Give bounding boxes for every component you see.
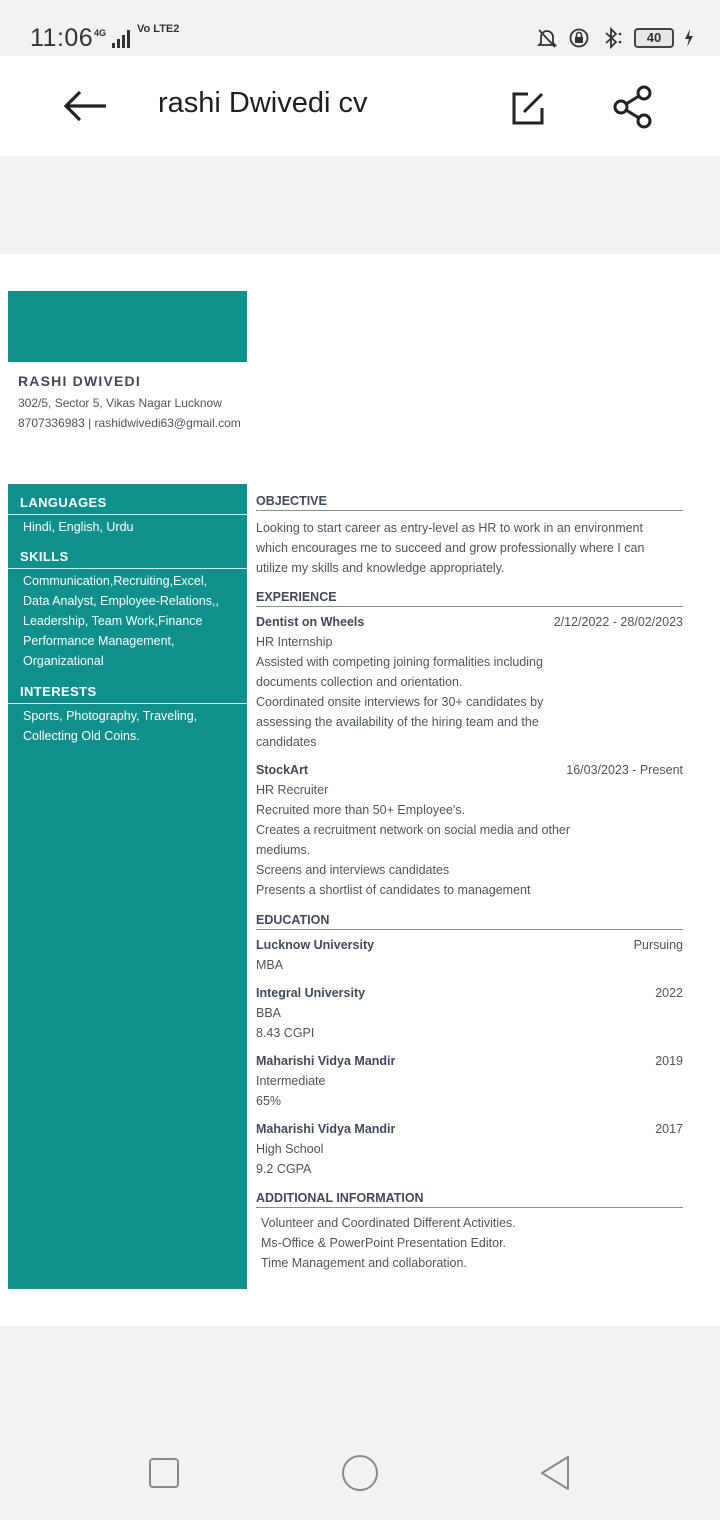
cv-address: 302/5, Sector 5, Vikas Nagar Lucknow xyxy=(18,396,222,410)
experience-heading: EXPERIENCE xyxy=(256,590,683,607)
job-company: StockArt xyxy=(256,763,309,777)
header-accent-band xyxy=(8,291,247,362)
cv-document[interactable] xyxy=(0,254,720,1326)
signal-icon xyxy=(112,30,130,48)
job-line: Coordinated onsite interviews for 30+ candidates by xyxy=(256,695,544,709)
interests-text xyxy=(23,706,238,746)
edu-year: 2017 xyxy=(655,1122,683,1136)
status-icons xyxy=(536,26,694,50)
back-button[interactable] xyxy=(56,84,112,128)
objective-heading: OBJECTIVE xyxy=(256,494,683,511)
interests-heading: INTERESTS xyxy=(20,684,97,699)
edu-school: Maharishi Vidya Mandir xyxy=(256,1122,396,1136)
job-line: documents collection and orientation. xyxy=(256,675,463,689)
edu-school: Integral University xyxy=(256,986,366,1000)
divider xyxy=(8,568,247,569)
edu-year: Pursuing xyxy=(633,938,683,952)
objective-line: Looking to start career as entry-level as HR to work in an environment xyxy=(256,521,643,535)
volte-indicator: Vo LTE2 xyxy=(137,23,180,35)
edu-line: Intermediate xyxy=(256,1074,326,1088)
mute-icon xyxy=(536,27,558,49)
job-line: assessing the availability of the hiring team and the xyxy=(256,715,539,729)
divider xyxy=(8,514,247,515)
divider xyxy=(8,703,247,704)
additional-line: Volunteer and Coordinated Different Activities. xyxy=(261,1216,516,1230)
edu-line: High School xyxy=(256,1142,324,1156)
cv-contact: 8707336983 | rashidwivedi63@gmail.com xyxy=(18,416,241,430)
cv-sidebar xyxy=(8,484,247,1289)
skills-heading: SKILLS xyxy=(20,549,69,564)
edu-school: Maharishi Vidya Mandir xyxy=(256,1054,396,1068)
job-dates: 2/12/2022 - 28/02/2023 xyxy=(553,615,683,629)
job-line: HR Internship xyxy=(256,635,333,649)
objective-line: which encourages me to succeed and grow professionally where I can xyxy=(256,541,645,555)
skills-text xyxy=(23,571,238,671)
skills-line: Performance Management, xyxy=(23,634,175,648)
share-icon xyxy=(608,82,658,132)
back-arrow-icon xyxy=(56,84,112,128)
status-time: 11:06 xyxy=(30,24,94,52)
system-nav-bar xyxy=(0,1424,720,1520)
charging-icon xyxy=(684,28,694,48)
skills-line: Leadership, Team Work,Finance xyxy=(23,614,203,628)
additional-line: Ms-Office & PowerPoint Presentation Editor. xyxy=(261,1236,507,1250)
recent-apps-button[interactable] xyxy=(144,1454,184,1494)
job-company: Dentist on Wheels xyxy=(256,615,365,629)
job-line: Creates a recruitment network on social media and other xyxy=(256,823,571,837)
home-button[interactable] xyxy=(340,1454,380,1494)
job-line: candidates xyxy=(256,735,317,749)
edu-line: MBA xyxy=(256,958,284,972)
job-dates: 16/03/2023 - Present xyxy=(566,763,683,777)
job-line: Recruited more than 50+ Employee's. xyxy=(256,803,466,817)
home-icon xyxy=(340,1454,380,1494)
job-line: Assisted with competing joining formalities including xyxy=(256,655,543,669)
battery-icon: 40 xyxy=(634,28,674,48)
interests-line: Sports, Photography, Traveling, xyxy=(23,709,198,723)
additional-info-heading: ADDITIONAL INFORMATION xyxy=(256,1191,683,1208)
skills-line: Data Analyst, Employee-Relations,, xyxy=(23,594,219,608)
job-line: mediums. xyxy=(256,843,311,857)
additional-line: Time Management and collaboration. xyxy=(261,1256,467,1270)
edu-school: Lucknow University xyxy=(256,938,375,952)
objective-line: utilize my skills and knowledge appropriately. xyxy=(256,561,505,575)
edit-icon xyxy=(506,86,550,130)
recent-apps-icon xyxy=(144,1454,184,1494)
cv-name: RASHI DWIVEDI xyxy=(18,373,141,389)
edu-year: 2022 xyxy=(655,986,683,1000)
vpn-lock-icon xyxy=(568,27,590,49)
edu-line: BBA xyxy=(256,1006,282,1020)
edu-line: 65% xyxy=(256,1094,282,1108)
bluetooth-icon xyxy=(600,27,624,49)
interests-line: Collecting Old Coins. xyxy=(23,729,140,743)
skills-line: Communication,Recruiting,Excel, xyxy=(23,574,208,588)
document-title: rashi Dwivedi cv xyxy=(158,87,368,119)
app-bar xyxy=(0,56,720,156)
back-nav-button[interactable] xyxy=(536,1454,576,1494)
edit-button[interactable] xyxy=(506,86,550,130)
job-line: Presents a shortlist of candidates to management xyxy=(256,883,531,897)
job-line: Screens and interviews candidates xyxy=(256,863,450,877)
job-line: HR Recruiter xyxy=(256,783,329,797)
languages-heading: LANGUAGES xyxy=(20,495,107,510)
languages-text: Hindi, English, Urdu xyxy=(23,520,134,534)
back-icon xyxy=(536,1454,576,1494)
status-bar xyxy=(0,0,720,56)
network-type: 4G xyxy=(94,28,107,38)
edu-line: 8.43 CGPI xyxy=(256,1026,315,1040)
edu-line: 9.2 CGPA xyxy=(256,1162,312,1176)
share-button[interactable] xyxy=(608,82,658,132)
edu-year: 2019 xyxy=(655,1054,683,1068)
education-heading: EDUCATION xyxy=(256,913,683,930)
skills-line: Organizational xyxy=(23,654,104,668)
